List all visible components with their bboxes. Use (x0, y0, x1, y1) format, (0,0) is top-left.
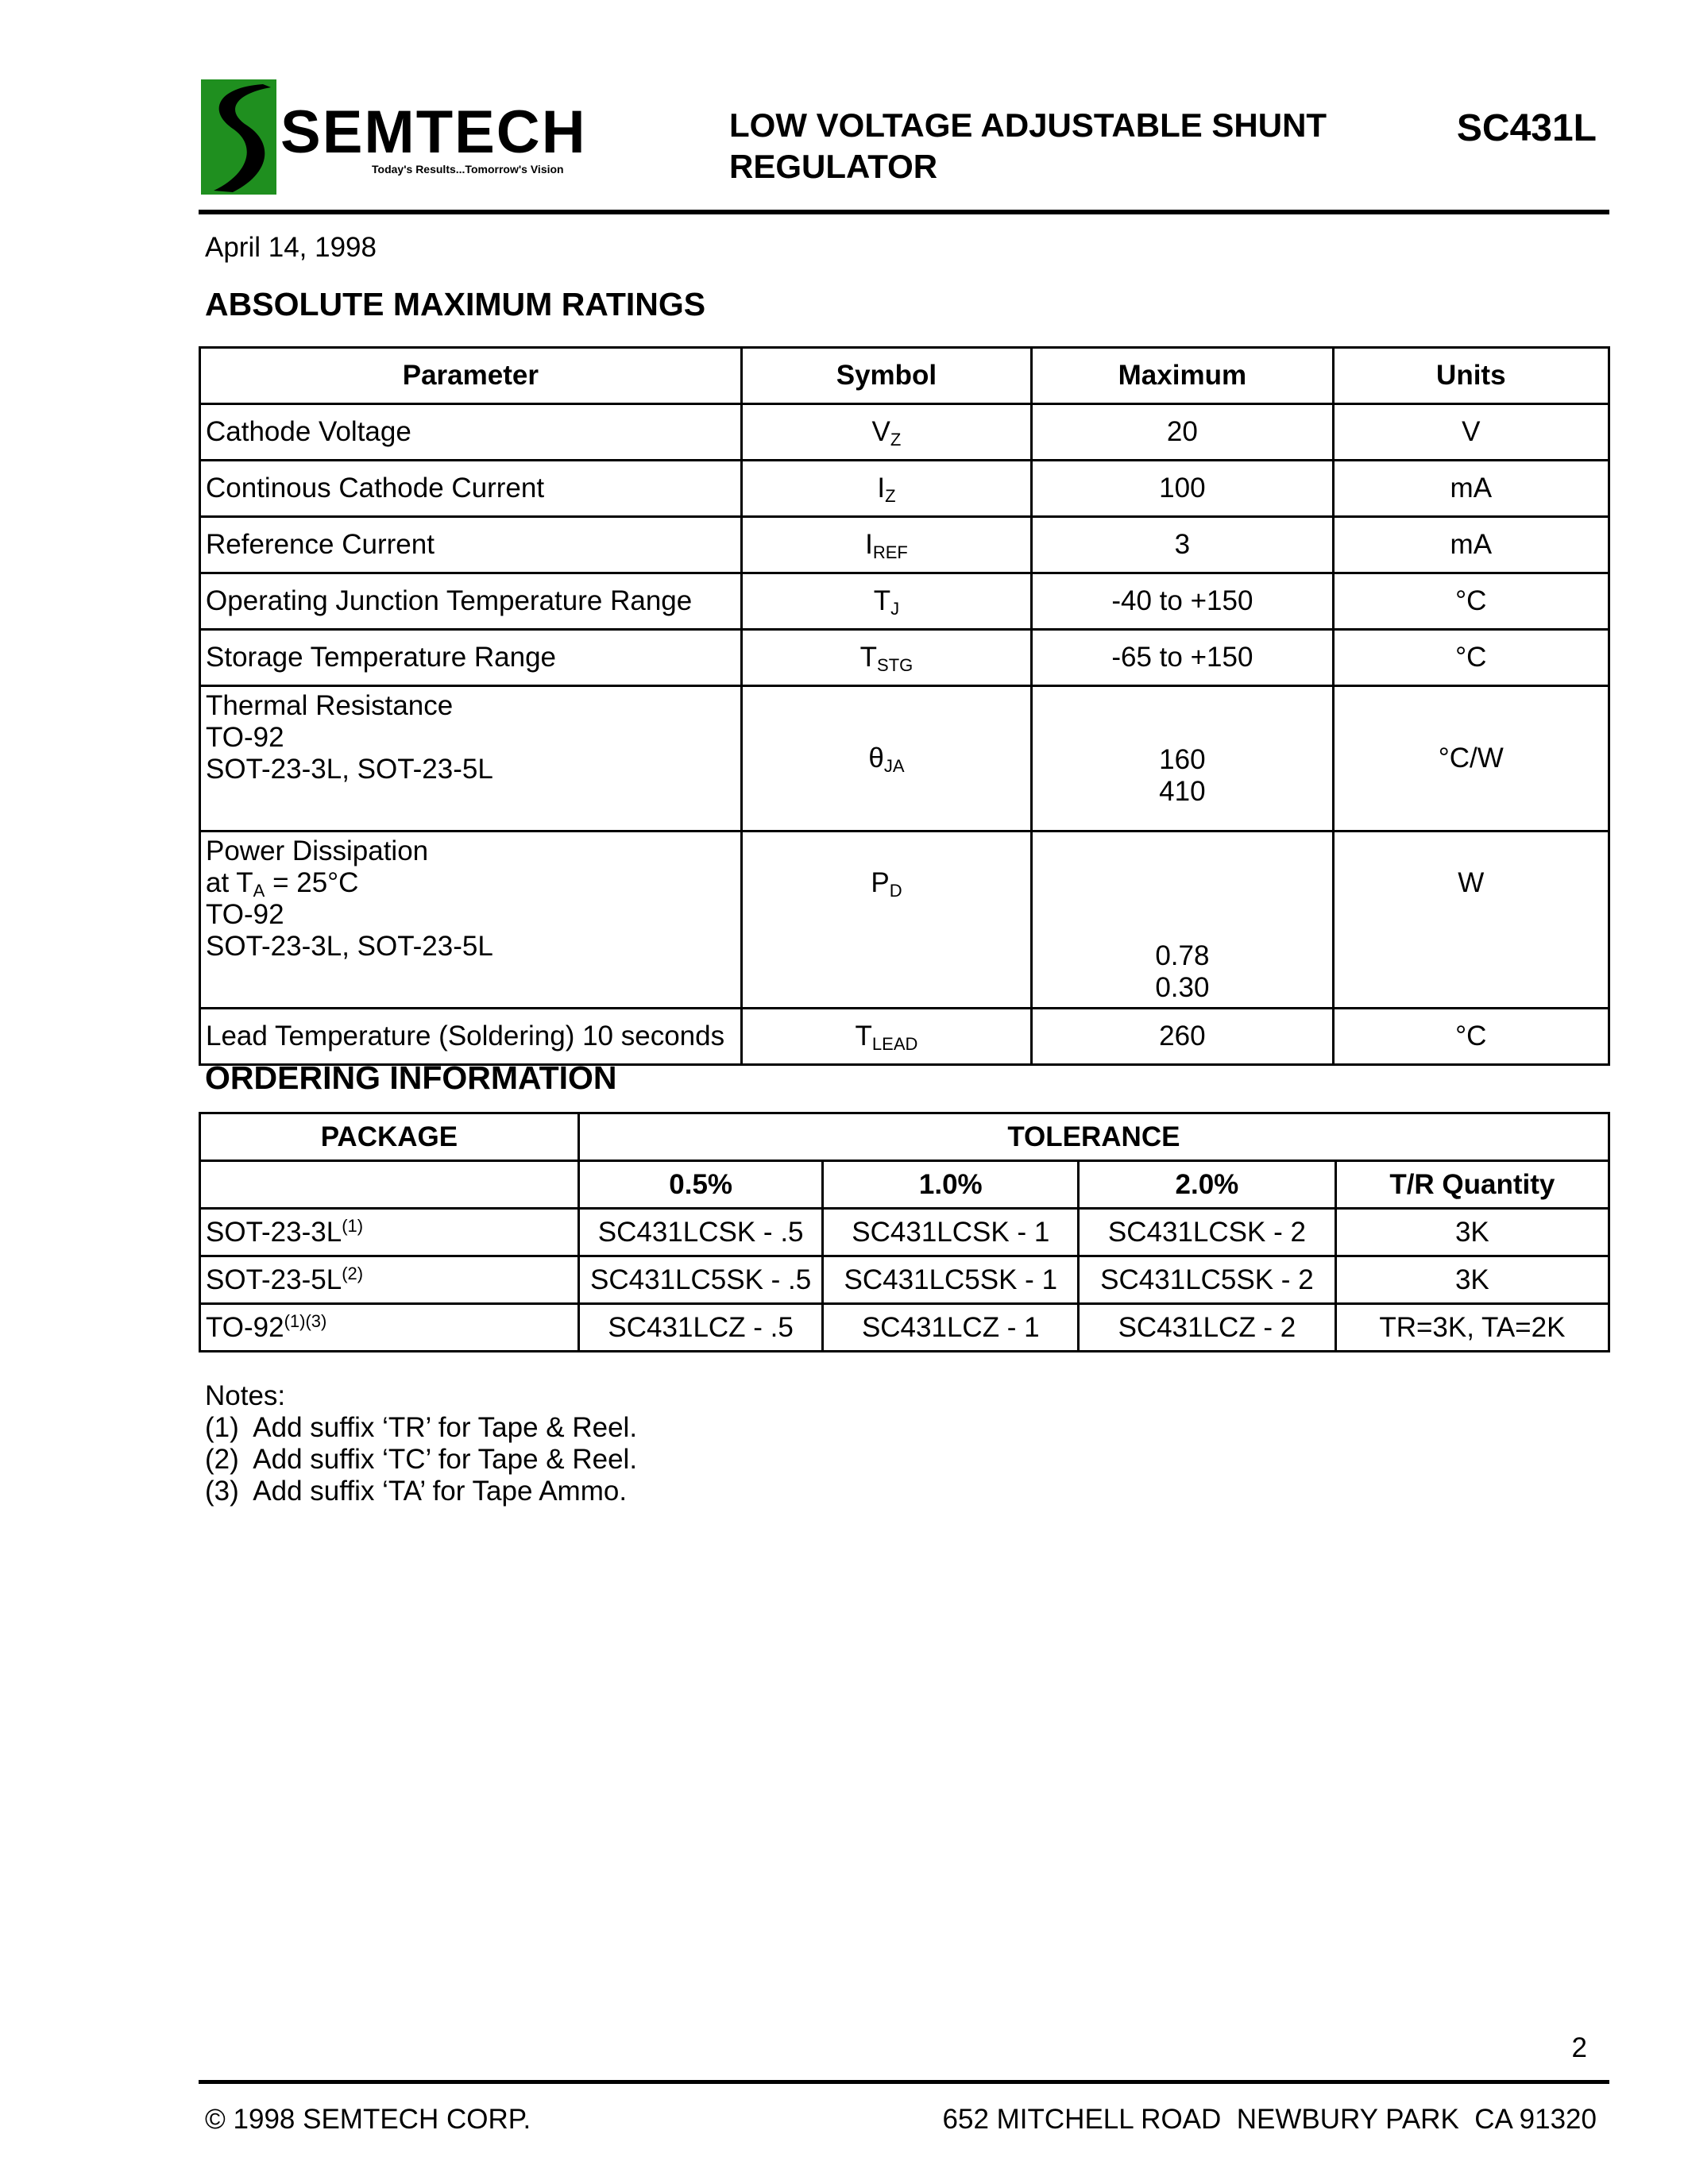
note-item: (1) Add suffix ‘TR’ for Tape & Reel. (205, 1412, 638, 1443)
column-header: PACKAGE (200, 1113, 579, 1161)
amr-heading: ABSOLUTE MAXIMUM RATINGS (205, 286, 706, 322)
document-title: LOW VOLTAGE ADJUSTABLE SHUNT REGULATOR (729, 106, 1327, 185)
column-header: 0.5% (578, 1161, 823, 1209)
column-header: 2.0% (1079, 1161, 1336, 1209)
column-header: 1.0% (823, 1161, 1079, 1209)
column-header: TOLERANCE (578, 1113, 1609, 1161)
header-rule (199, 210, 1609, 214)
note-item: (2) Add suffix ‘TC’ for Tape & Reel. (205, 1444, 638, 1475)
document-date: April 14, 1998 (205, 232, 377, 263)
semtech-logo (201, 79, 678, 197)
table-row: Cathode Voltage $V_Z$ 20 V (200, 404, 1609, 461)
part-number: SC431L (1456, 107, 1597, 149)
footer-copyright: © 1998 SEMTECH CORP. (205, 2104, 531, 2135)
column-header: Units (1333, 348, 1609, 404)
table-header-row (200, 348, 1609, 404)
page-number: 2 (1571, 2032, 1587, 2063)
absolute-max-ratings-table (199, 346, 1610, 1066)
table-row: SOT-$23-3L^{(1)}$ SC431LCSK - .5 SC431LCSK - 1 SC431LCSK - 2 3K (200, 1209, 1609, 1256)
column-header: Maximum (1032, 348, 1333, 404)
table-row: Continous Cathode Current $I_Z$ 100 mA (200, 461, 1609, 517)
table-row: Lead Temperature (Soldering) 10 seconds $T_{LEAD}$ 260 °C (200, 1009, 1609, 1065)
table-row: SOT-$23-5L^{(2)}$ SC431LC5SK - .5 SC431LC5SK - 1 SC431LC5SK - 2 3K (200, 1256, 1609, 1304)
table-subheader-row (200, 1161, 1609, 1209)
column-header: T/R Quantity (1335, 1161, 1609, 1209)
column-header: Symbol (741, 348, 1031, 404)
logo-wordmark: SEMTECH (280, 98, 587, 166)
table-row: Reference Current $I_{REF}$ 3 mA (200, 517, 1609, 573)
table-row: Operating Junction Temperature Range $T_J$ -40 to +150 °C (200, 573, 1609, 630)
logo-tagline: Today's Results...Tomorrow's Vision (372, 163, 564, 176)
notes (205, 1380, 637, 1507)
ordering-information-table (199, 1112, 1610, 1352)
table-row-power: Power Dissipation at $T_A = 25^\circ C$ TO-92 SOT-23-3L, SOT-23-5L $P_D$ 0.78 0.30 W (200, 832, 1609, 1009)
footer-address: 652 MITCHELL ROAD NEWBURY PARK CA 91320 (942, 2104, 1597, 2135)
column-header: Parameter (200, 348, 742, 404)
table-header-row (200, 1113, 1609, 1161)
footer-rule (199, 2080, 1609, 2084)
table-row-thermal: Thermal Resistance TO-92 SOT-23-3L, SOT-23-5L $\theta_{JA}$ 160 410 °C/W (200, 686, 1609, 832)
table-row: Storage Temperature Range $T_{STG}$ -65 to +150 °C (200, 630, 1609, 686)
ordering-heading: ORDERING INFORMATION (205, 1059, 617, 1096)
table-row: $TO-92^{(1)(3)}$ SC431LCZ - .5 SC431LCZ - 1 SC431LCZ - 2 TR=3K, TA=2K (200, 1304, 1609, 1352)
notes-title: Notes: (205, 1380, 286, 1411)
note-item: (3) Add suffix ‘TA’ for Tape Ammo. (205, 1476, 628, 1507)
